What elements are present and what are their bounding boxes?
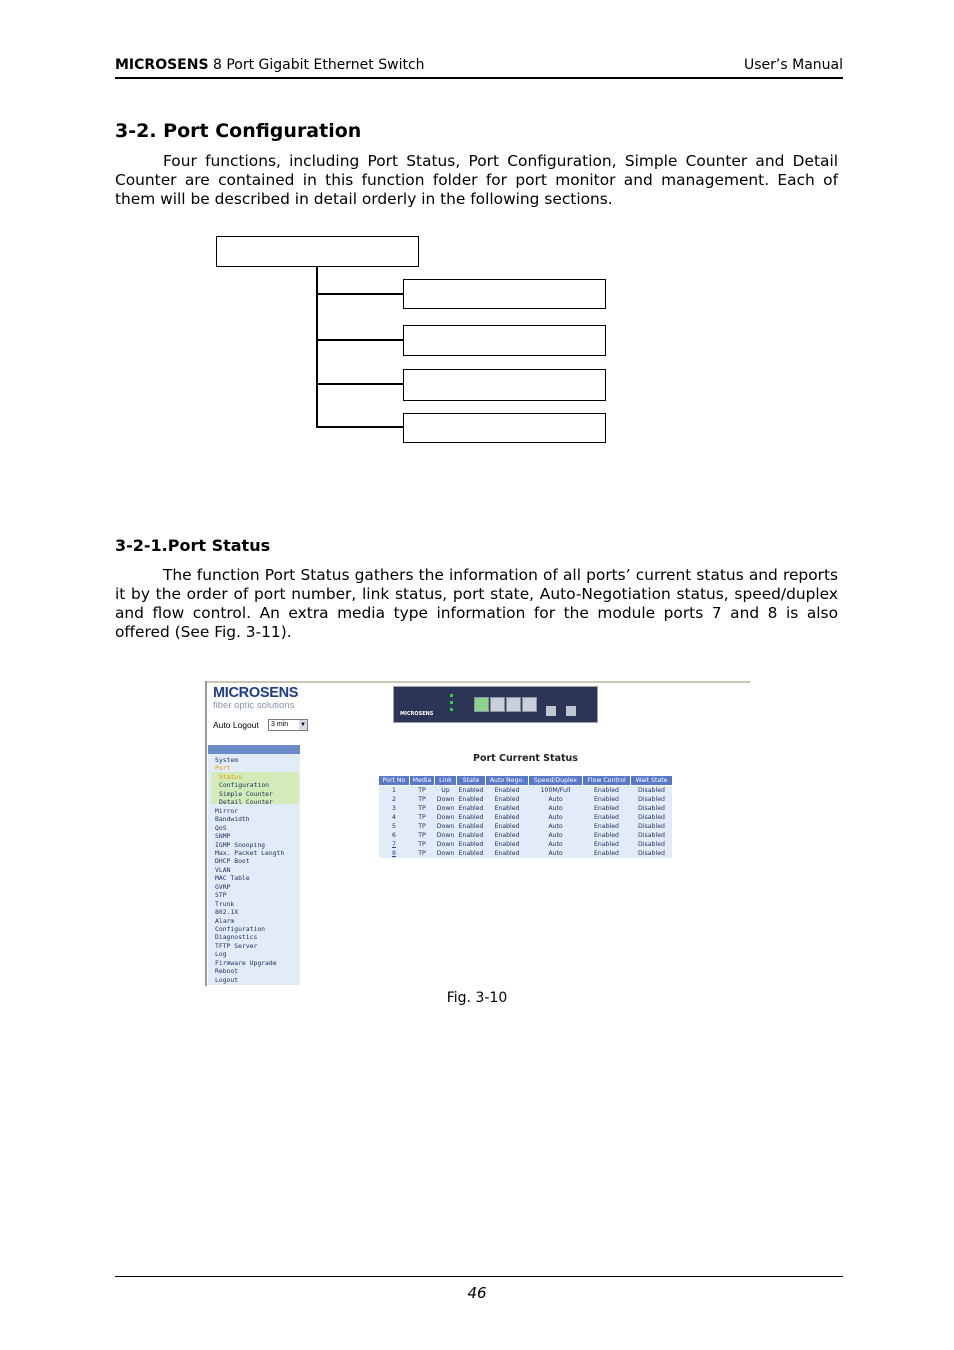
- table-cell: Enabled: [494, 822, 520, 830]
- table-cell: 100M/Full: [540, 786, 571, 794]
- table-cell: TP: [418, 849, 426, 857]
- table-cell: Auto: [548, 795, 563, 803]
- table-cell: Enabled: [593, 795, 619, 803]
- sfp-port-icon: [546, 706, 556, 716]
- table-header-cell: Flow Control: [583, 776, 630, 785]
- menu-item[interactable]: DHCP Boot: [215, 857, 250, 866]
- header-manual: User’s Manual: [744, 57, 843, 73]
- page-header: [115, 57, 843, 79]
- header-product: 8 Port Gigabit Ethernet Switch: [208, 57, 425, 73]
- table-cell: 5: [392, 822, 396, 830]
- menu-item[interactable]: SNMP: [215, 832, 231, 841]
- table-header-cell: Media: [410, 776, 434, 785]
- table-cell: Enabled: [458, 795, 484, 803]
- menu-item[interactable]: Configuration: [215, 925, 266, 933]
- tree-branch-line: [316, 293, 404, 295]
- table-cell: Down: [436, 849, 455, 857]
- table-cell: Enabled: [494, 804, 520, 812]
- menu-item[interactable]: Configuration: [219, 781, 270, 790]
- menu-item[interactable]: GVRP: [215, 882, 231, 891]
- menu-item[interactable]: Diagnostics: [215, 933, 258, 942]
- table-header-cell: Speed/Duplex: [529, 776, 582, 785]
- table-cell: Auto: [548, 822, 563, 830]
- page-number: 46: [467, 1284, 487, 1302]
- table-header-cell: State: [457, 776, 485, 785]
- menu-item[interactable]: TFTP Server: [215, 941, 258, 950]
- tree-child-box: [403, 325, 606, 356]
- tree-child-box: [403, 279, 606, 309]
- table-cell: Disabled: [638, 822, 665, 830]
- section-title: 3-2. Port Configuration: [115, 120, 362, 142]
- menu-item[interactable]: Log: [215, 950, 227, 959]
- sfp-port-icon: [566, 706, 576, 716]
- menu-item[interactable]: Alarm: [215, 916, 235, 925]
- auto-logout-select[interactable]: [268, 719, 308, 731]
- table-cell: Disabled: [638, 795, 665, 803]
- table-cell: Enabled: [458, 849, 484, 857]
- menu-item[interactable]: Detail Counter: [219, 798, 273, 807]
- table-cell: Enabled: [458, 813, 484, 821]
- subsection-title: 3-2-1.Port Status: [115, 536, 271, 555]
- section-intro: Four functions, including Port Status, Port Configuration, Simple Counter and Detail Counter are contained in this function folder for port monitor and management. Each of them will be described in detail orderly in the following sections.: [115, 152, 838, 208]
- frame-left-border: [205, 681, 207, 986]
- table-cell: Enabled: [593, 804, 619, 812]
- menu-item[interactable]: Mirror: [215, 806, 239, 815]
- menu-item[interactable]: System: [215, 756, 239, 764]
- menu-item[interactable]: Status: [219, 772, 243, 781]
- subsection-text: The function Port Status gathers the information of all ports’ current status and reports it by the order of port number, link status, port state, Auto-Negotiation status, speed/duplex and flow control. An extra media type information for the module ports 7 and 8 is also offered (See Fig. 3-11).: [115, 566, 838, 641]
- table-cell: Enabled: [458, 804, 484, 812]
- table-cell: Enabled: [593, 786, 619, 794]
- menu-item[interactable]: Reboot: [215, 967, 239, 976]
- table-cell: Disabled: [638, 840, 665, 848]
- figure-caption: Fig. 3-10: [446, 990, 508, 1006]
- footer-rule: [115, 1276, 843, 1277]
- table-cell: Up: [441, 786, 450, 794]
- table-title: Port Current Status: [473, 753, 578, 764]
- tree-child-box: [403, 413, 606, 443]
- table-cell: TP: [418, 795, 426, 803]
- port-icon: [490, 697, 505, 712]
- table-cell: Down: [436, 813, 455, 821]
- menu-item[interactable]: QoS: [215, 823, 227, 832]
- tree-branch-line: [316, 383, 404, 385]
- table-cell: 1: [392, 786, 396, 794]
- menu-item[interactable]: Trunk: [215, 899, 235, 908]
- chevron-down-icon: ▼: [300, 722, 306, 728]
- menu-item[interactable]: Max. Packet Length: [215, 848, 285, 857]
- tree-root-box: [216, 236, 419, 267]
- table-cell: Disabled: [638, 786, 665, 794]
- table-cell: Down: [436, 804, 455, 812]
- table-cell: TP: [418, 831, 426, 839]
- menu-item[interactable]: Port: [215, 764, 231, 773]
- menu-item[interactable]: Bandwidth: [215, 815, 250, 824]
- header-brand: MICROSENS: [115, 57, 209, 73]
- tree-trunk-line: [316, 267, 318, 428]
- table-header-cell: Wait State: [631, 776, 672, 785]
- port-status-screenshot: [205, 681, 750, 986]
- table-cell: Enabled: [494, 786, 520, 794]
- header-title: [115, 57, 425, 73]
- port-link[interactable]: 8: [392, 849, 396, 857]
- table-cell: Enabled: [494, 795, 520, 803]
- table-cell: Enabled: [494, 831, 520, 839]
- port-icon: [522, 697, 537, 712]
- menu-item[interactable]: Logout: [215, 975, 239, 984]
- table-cell: Auto: [548, 849, 563, 857]
- menu-item[interactable]: STP: [215, 891, 227, 900]
- table-cell: Down: [436, 840, 455, 848]
- table-cell: Enabled: [458, 840, 484, 848]
- table-cell: 4: [392, 813, 396, 821]
- table-cell: TP: [418, 813, 426, 821]
- menu-item[interactable]: VLAN: [215, 865, 231, 874]
- table-cell: Disabled: [638, 813, 665, 821]
- table-cell: Enabled: [494, 840, 520, 848]
- table-cell: Disabled: [638, 849, 665, 857]
- table-cell: Enabled: [458, 822, 484, 830]
- table-cell: Auto: [548, 840, 563, 848]
- table-cell: 3: [392, 804, 396, 812]
- auto-logout-value: 3 min: [271, 721, 289, 728]
- menu-item[interactable]: Firmware Upgrade: [215, 958, 277, 967]
- table-cell: TP: [418, 786, 426, 794]
- led-icon: [450, 701, 453, 704]
- web-brand-logo: MICROSENS: [213, 685, 299, 701]
- tree-child-box: [403, 369, 606, 401]
- port-icon: [474, 697, 489, 712]
- table-cell: Enabled: [593, 840, 619, 848]
- panel-brand-label: MICROSENS: [400, 711, 434, 717]
- table-cell: Down: [436, 795, 455, 803]
- table-cell: Auto: [548, 831, 563, 839]
- auto-logout-label: Auto Logout: [213, 720, 259, 730]
- table-cell: Down: [436, 831, 455, 839]
- web-brand-tagline: fiber optic solutions: [213, 700, 295, 711]
- port-link[interactable]: 7: [392, 840, 396, 848]
- menu-item[interactable]: Simple Counter: [219, 789, 273, 798]
- table-cell: Enabled: [593, 831, 619, 839]
- table-cell: Disabled: [638, 804, 665, 812]
- table-cell: Enabled: [593, 822, 619, 830]
- table-cell: Enabled: [458, 831, 484, 839]
- table-header-cell: Link: [435, 776, 456, 785]
- table-cell: Enabled: [494, 849, 520, 857]
- table-cell: TP: [418, 822, 426, 830]
- switch-front-panel: [393, 686, 598, 723]
- tree-branch-line: [316, 426, 404, 428]
- led-icon: [450, 708, 453, 711]
- menu-item[interactable]: MAC Table: [215, 874, 250, 883]
- menu-header-bar: [208, 745, 300, 754]
- table-cell: Enabled: [593, 813, 619, 821]
- port-icon: [506, 697, 521, 712]
- table-cell: Disabled: [638, 831, 665, 839]
- tree-branch-line: [316, 339, 404, 341]
- table-cell: Down: [436, 822, 455, 830]
- table-header-cell: Auto Nego.: [486, 776, 528, 785]
- menu-item[interactable]: 802.1X: [215, 908, 239, 917]
- table-cell: Enabled: [593, 849, 619, 857]
- table-cell: TP: [418, 840, 426, 848]
- table-cell: 6: [392, 831, 396, 839]
- nav-menu: [208, 745, 300, 985]
- table-header-cell: Port No: [379, 776, 409, 785]
- table-cell: 2: [392, 795, 396, 803]
- table-cell: TP: [418, 804, 426, 812]
- table-cell: Auto: [548, 804, 563, 812]
- table-cell: Auto: [548, 813, 563, 821]
- led-icon: [450, 694, 453, 697]
- table-cell: Enabled: [494, 813, 520, 821]
- menu-item[interactable]: IGMP Snooping: [215, 840, 266, 849]
- frame-top-border: [205, 681, 750, 683]
- table-cell: Enabled: [458, 786, 484, 794]
